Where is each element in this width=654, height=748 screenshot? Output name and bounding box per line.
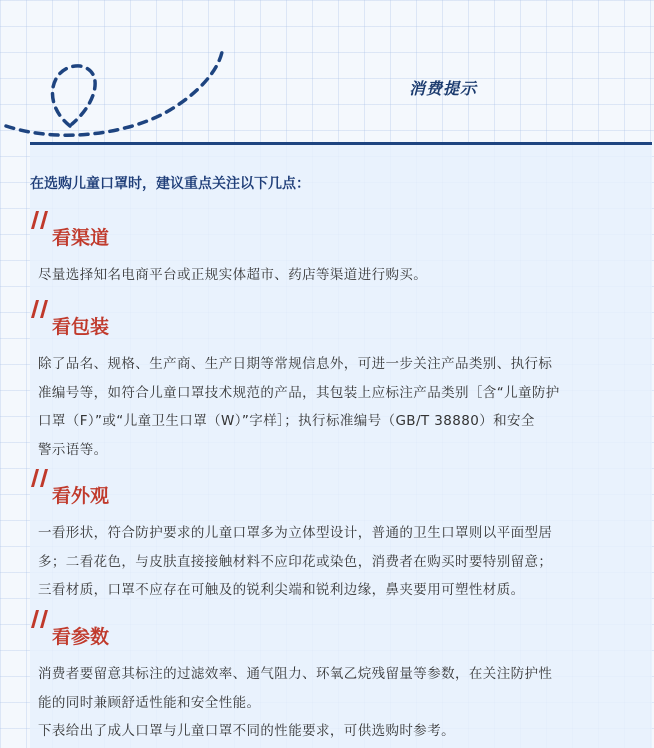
content-panel	[30, 142, 652, 748]
para-line: 除了品名、规格、生产商、生产日期等常规信息外，可进一步关注产品类别、执行标	[38, 356, 553, 372]
intro-text: 在选购儿童口罩时，建议重点关注以下几点：	[30, 176, 310, 192]
para-line: 能的同时兼顾舒适性能和安全性能。	[38, 694, 261, 711]
dashed-loop-decoration	[0, 44, 240, 144]
para-line: 多；二看花色，与皮肤直接接触材料不应印花或染色，消费者在购买时要特别留意；	[38, 553, 553, 570]
para-line: 下表给出了成人口罩与儿童口罩不同的性能要求，可供选购时参考。	[38, 723, 455, 739]
double-slash-icon	[30, 209, 52, 231]
para-line: 消费者要留意其标注的过滤效率、通气阻力、环氧乙烷残留量等参数，在关注防护性	[38, 666, 553, 682]
section-title-parameters: 看参数	[52, 626, 110, 648]
section-body-appearance	[38, 519, 644, 605]
section-title-appearance: 看外观	[52, 485, 110, 507]
para-line: 准编号等，如符合儿童口罩技术规范的产品，其包装上应标注产品类别［含“儿童防护	[38, 384, 560, 401]
para-line: 警示语等。	[38, 441, 108, 458]
section-body-parameters	[38, 660, 644, 746]
top-circle-decoration	[30, 0, 90, 8]
double-slash-icon	[30, 608, 52, 630]
section-body-channel	[38, 261, 644, 290]
para-line: 三看材质，口罩不应存在可触及的锐利尖端和锐利边缘，鼻夹要用可塑性材质。	[38, 582, 525, 598]
section-title-channel: 看渠道	[52, 227, 110, 249]
section-body-packaging	[38, 350, 644, 464]
double-slash-icon	[30, 467, 52, 489]
double-slash-icon	[30, 298, 52, 320]
para-line: 一看形状，符合防护要求的儿童口罩多为立体型设计，普通的卫生口罩则以平面型居	[38, 525, 553, 541]
para-line: 尽量选择知名电商平台或正规实体超市、药店等渠道进行购买。	[38, 267, 428, 283]
para-line: 口罩（F）”或“儿童卫生口罩（W）”字样］；执行标准编号（GB/T 38880）和安全	[38, 413, 535, 429]
section-title-packaging: 看包装	[52, 316, 110, 338]
page-title: 消费提示	[408, 79, 477, 98]
